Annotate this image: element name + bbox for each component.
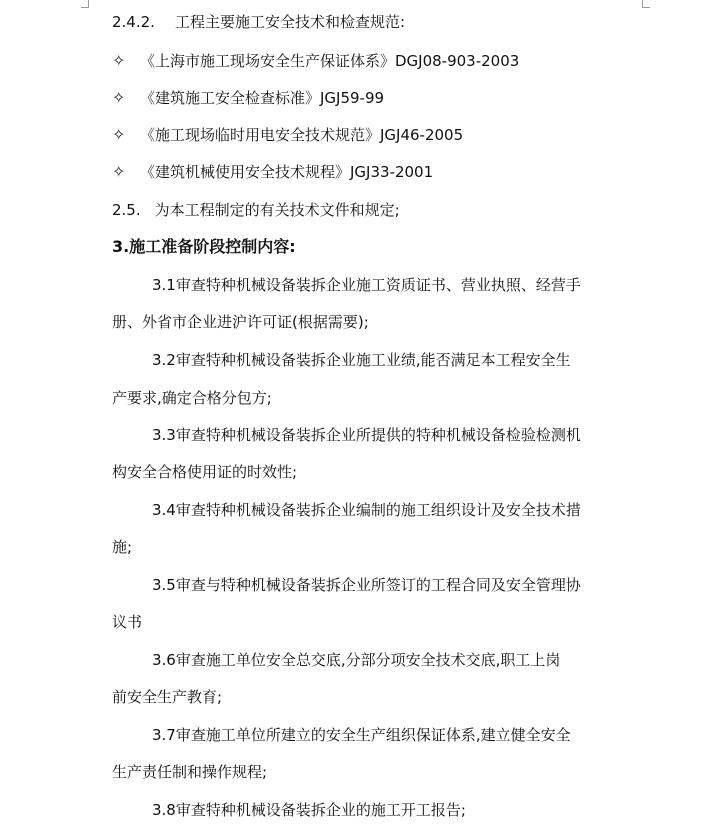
- page-corner-mark-left: [81, 7, 89, 8]
- item-3-3-line1: 3.3审查特种机械设备装拆企业所提供的特种机械设备检验检测机: [152, 426, 581, 444]
- bullet-item-3: 《施工现场临时用电安全技术规范》JGJ46-2005: [140, 126, 464, 144]
- section-title: 工程主要施工安全技术和检查规范:: [174, 13, 405, 31]
- item-3-4-line2: 施;: [112, 538, 133, 556]
- section-2-4-2: [112, 12, 405, 32]
- diamond-bullet-icon: ✧: [112, 88, 126, 107]
- page-corner-mark-right: [642, 0, 643, 7]
- section-number: 2.5.: [112, 201, 141, 219]
- item-3-3-line2: 构安全合格使用证的时效性;: [112, 463, 298, 481]
- item-3-4-line1: 3.4审查特种机械设备装拆企业编制的施工组织设计及安全技术措: [152, 501, 581, 519]
- page-corner-mark-left: [88, 0, 89, 7]
- bullet-item-1: 《上海市施工现场安全生产保证体系》DGJ08-903-2003: [140, 52, 520, 70]
- item-3-2-line2: 产要求,确定合格分包方;: [112, 389, 272, 407]
- item-3-5-line2: 议书: [112, 613, 143, 631]
- heading-section-3: 3.施工准备阶段控制内容:: [112, 237, 296, 256]
- diamond-bullet-icon: ✧: [112, 162, 126, 181]
- item-3-8-line1: 3.8审查特种机械设备装拆企业的施工开工报告;: [152, 801, 466, 819]
- section-number: 2.4.2.: [112, 13, 155, 31]
- page-corner-mark-right: [642, 7, 650, 8]
- bullet-item-2: 《建筑施工安全检查标准》JGJ59-99: [140, 89, 385, 107]
- diamond-bullet-icon: ✧: [112, 51, 126, 70]
- item-3-2-line1: 3.2审查特种机械设备装拆企业施工业绩,能否满足本工程安全生: [152, 351, 571, 369]
- item-3-6-line1: 3.6审查施工单位安全总交底,分部分项安全技术交底,职工上岗: [152, 651, 561, 669]
- item-3-7-line2: 生产责任制和操作规程;: [112, 763, 268, 781]
- item-3-6-line2: 前安全生产教育;: [112, 688, 223, 706]
- item-3-7-line1: 3.7审查施工单位所建立的安全生产组织保证体系,建立健全安全: [152, 726, 571, 744]
- diamond-bullet-icon: ✧: [112, 125, 126, 144]
- section-2-5: [112, 200, 400, 220]
- item-3-1-line2: 册、外省市企业进沪许可证(根据需要);: [112, 313, 369, 331]
- item-3-1-line1: 3.1审查特种机械设备装拆企业施工资质证书、营业执照、经营手: [152, 276, 581, 294]
- item-3-5-line1: 3.5审查与特种机械设备装拆企业所签订的工程合同及安全管理协: [152, 576, 581, 594]
- section-title: 为本工程制定的有关技术文件和规定;: [154, 201, 400, 219]
- bullet-item-4: 《建筑机械使用安全技术规程》JGJ33-2001: [140, 163, 434, 181]
